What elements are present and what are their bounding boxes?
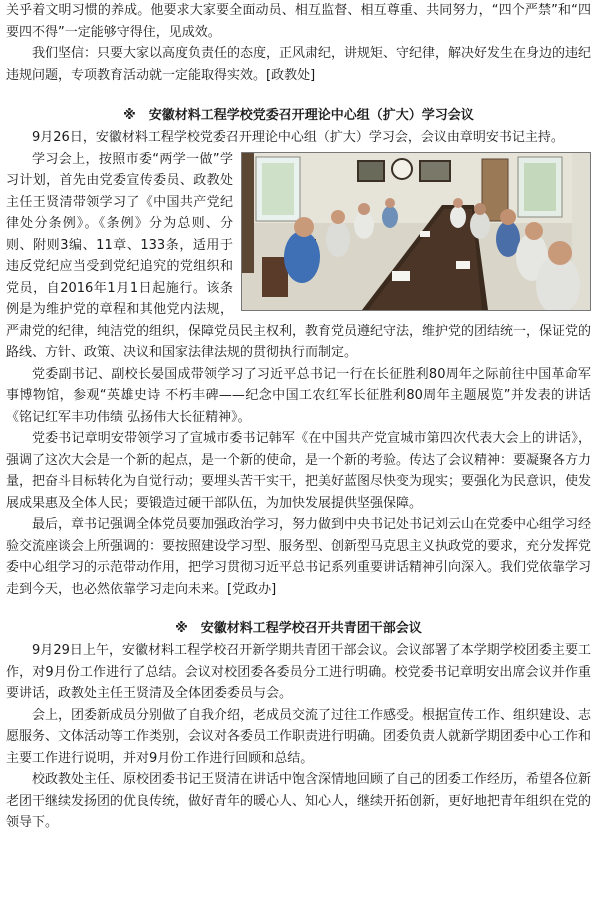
article-title: ※ 安徽材料工程学校召开共青团干部会议 [175, 621, 422, 636]
article-title: ※ 安徽材料工程学校党委召开理论中心组（扩大）学习会议 [123, 108, 474, 123]
paragraph: 党委书记章明安带领学习了宣城市委书记韩军《在中国共产党宣城市第四次代表大会上的讲话》，强调了这次大会是一个新的起点，是一个新的使命，是一个新的考验。传达了会议精神：要凝聚各方力量，把奋斗目标转化为自觉行动；要埋头苦干实干，把美好蓝图尽快变为现实；要强化为民意识，使发展成果惠及全体人民；要锻造过硬干部队伍，为加快发展提供坚强保障。 [6, 431, 592, 511]
article-youth-league-meeting [6, 618, 591, 834]
article-theory-study-meeting [6, 105, 591, 600]
paragraph: 最后，章书记强调全体党员要加强政治学习，努力做到中央书记处书记刘云山在党委中心组学习经验交流座谈会上所强调的：要按照建设学习型、服务型、创新型马克思主义执政党的要求，充分发挥党委中心组学习的示范带动作用，把学习贯彻习近平总书记系列重要讲话精神引向深入。我们党依靠学习走到今天，也必然依靠学习走向未来。[党政办] [6, 517, 592, 597]
paragraph: 9月29日上午，安徽材料工程学校召开新学期共青团干部会议。会议部署了本学期学校团委主要工作，对9月份工作进行了总结。会议对校团委各委员分工进行明确。校党委书记章明安出席会议并作重要讲话，政教处主任王贤清及全体团委委员与会。 [6, 643, 591, 701]
paragraph: 校政教处主任、原校团委书记王贤清在讲话中饱含深情地回顾了自己的团委工作经历，希望各位新老团干继续发扬团的优良传统，做好青年的暖心人、知心人，继续开拓创新，更好地把青年组织在党的领导下。 [6, 772, 592, 830]
paragraph: 党委副书记、副校长晏国成带领学习了习近平总书记一行在长征胜利80周年之际前往中国革命军事博物馆，参观“英雄史诗 不朽丰碑——纪念中国工农红军长征胜利80周年主题展览”并发表的讲话《铭记红军丰功伟绩 弘扬伟大长征精神》。 [6, 366, 591, 425]
paragraph: 9月26日，安徽材料工程学校党委召开理论中心组（扩大）学习会，会议由章明安书记主持。 [32, 130, 564, 145]
paragraph: 我们坚信：只要大家以高度负责任的态度，正风肃纪，讲规矩、守纪律，解决好发生在身边的违纪违规问题，专项教育活动就一定能取得实效。[政教处] [6, 46, 592, 83]
meeting-photo [241, 152, 591, 311]
article-discipline-ending [6, 0, 591, 86]
paragraph: 关乎着文明习惯的养成。他要求大家要全面动员、相互监督、相互尊重、共同努力，“四个严禁”和“四要四不得”一定能够守得住，见成效。 [6, 3, 591, 40]
paragraph: 学习会上，按照市委“两学一做”学习计划，首先由党委宣传委员、政教处主任王贤清带领学习了《中国共产党纪律处分条例》。《条例》分为总则、分则、附则3编、11章、133条，适用于违反党纪应当受到党纪追究的党组织和党员，自2016年1月1日起施行。该条例是为维护党的章程和其他党内法规，严肃党的纪律，纯洁党的组织，保障党员民主权利，教育党员遵纪守法，维护党的团结统一，保证党的路线、方针、政策、决议和国家法律法规的贯彻执行而制定。 [6, 151, 592, 360]
paragraph: 会上，团委新成员分别做了自我介绍，老成员交流了过往工作感受。根据宣传工作、组织建设、志愿服务、文体活动等工作类别，会议对各委员工作职责进行明确。团委负责人就新学期团委中心工作和主要工作进行说明，并对9月份工作进行回顾和总结。 [6, 707, 592, 766]
